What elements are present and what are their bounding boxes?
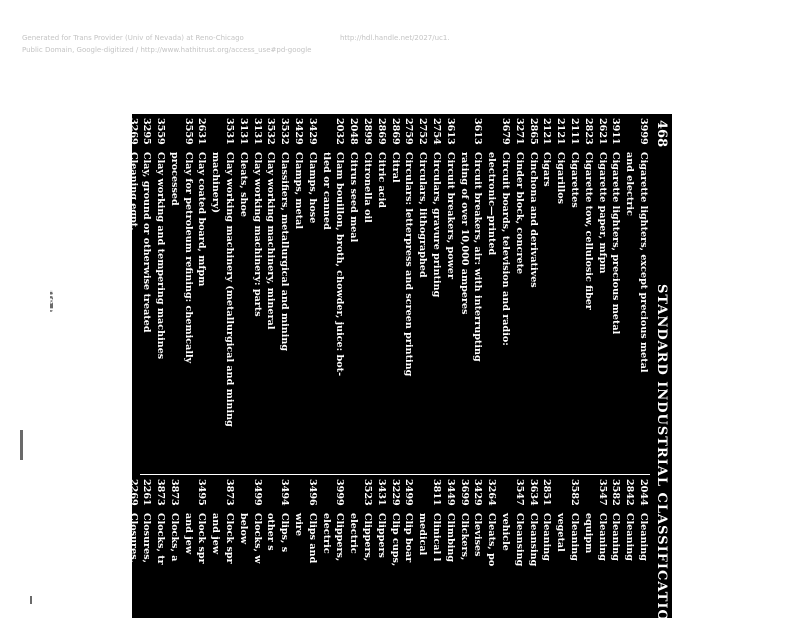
sic-code [209, 479, 223, 513]
sic-code: 2865 [527, 118, 539, 145]
index-entry [236, 479, 250, 629]
industry-name: Cleats, po [486, 513, 498, 567]
sic-code [84, 479, 98, 513]
industry-name: vehicle [500, 513, 512, 551]
sic-code: 2121 [555, 118, 567, 145]
index-entry [498, 479, 512, 629]
industry-name: Closures, [127, 513, 139, 563]
sic-code: 3559 [182, 118, 194, 145]
sic-code: 3499 [251, 479, 263, 506]
index-entry [636, 118, 650, 470]
sic-code: 2621 [596, 118, 608, 145]
industry-name: Clippers, [334, 513, 346, 562]
index-entry [498, 118, 512, 470]
industry-name: Cloth mo [99, 513, 111, 562]
sic-code: 2641 [113, 479, 125, 506]
index-entry [167, 118, 181, 470]
index-entry [277, 479, 291, 629]
sic-code: 2261 [141, 479, 153, 506]
industry-name: Closures, [141, 513, 153, 563]
sic-code [167, 118, 181, 152]
industry-name: Clips, s [279, 513, 291, 553]
industry-name: Citrus seed meal [348, 152, 360, 243]
industry-name: Clip cups, [389, 513, 401, 567]
index-entry [291, 118, 305, 470]
sic-code: 2899 [362, 118, 374, 145]
industry-name: Cleaning [541, 513, 553, 561]
industry-name: Clamps, hose [306, 152, 318, 224]
industry-name: Cleaning [569, 513, 581, 561]
index-entry [526, 479, 540, 629]
sic-code: 2499 [403, 479, 415, 506]
industry-name: Clevises [472, 513, 484, 557]
index-entry [195, 479, 209, 629]
index-entry [374, 118, 388, 470]
industry-name: and electric [624, 152, 636, 216]
index-entry [415, 118, 429, 470]
industry-name: Clay working and tempering machines [155, 152, 167, 360]
industry-name: Clay for petroleum refining: chemically [182, 152, 194, 364]
left-column [15, 118, 650, 470]
sic-code: 3429 [306, 118, 318, 145]
industry-name: Cigarette paper, mfpm [596, 152, 608, 274]
industry-name: Circulars, lithographed [417, 152, 429, 278]
sic-code [346, 479, 360, 513]
industry-name: Clay working machinery, mineral [265, 152, 277, 330]
header-generated-line: Generated for Trans Provider (Univ of Nevada) at Reno-Chicago [22, 34, 244, 42]
sic-code: 2631 [196, 118, 208, 145]
sic-code: 2121 [541, 118, 553, 145]
sic-code: 2842 [624, 479, 636, 506]
index-entry [140, 479, 154, 629]
index-entry [360, 479, 374, 629]
sic-code: 3131 [251, 118, 263, 145]
index-entry [402, 479, 416, 629]
industry-name: Cloth sp [72, 513, 84, 558]
sic-code: 2823 [582, 118, 594, 145]
industry-name: electric [348, 513, 360, 554]
sic-code [0, 479, 2, 513]
sic-code: 3495 [196, 479, 208, 506]
sic-code: 3431 [375, 479, 387, 506]
sic-code: 2869 [375, 118, 387, 145]
index-entry [333, 118, 347, 470]
index-entry [2, 479, 16, 629]
index-entry [609, 479, 623, 629]
industry-name: Clips and [306, 513, 318, 564]
industry-name: Cloth, sil [30, 513, 42, 562]
industry-name: Cleaning eqpt. [127, 152, 139, 231]
industry-name: Climbing [444, 513, 456, 563]
sic-code: 3264 [486, 479, 498, 506]
index-entry [195, 118, 209, 470]
index-entry [222, 118, 236, 470]
industry-name: Clippers [375, 513, 387, 558]
index-entry [112, 118, 126, 470]
index-entry [346, 479, 360, 629]
sic-code: 3613 [444, 118, 456, 145]
industry-name: Cleats, shoe [237, 152, 249, 217]
industry-name: Clocks, a [168, 513, 180, 562]
index-entry [471, 118, 485, 470]
index-entry [567, 118, 581, 470]
sic-code [291, 479, 305, 513]
sic-code [457, 118, 471, 152]
index-entry [43, 479, 57, 629]
sic-code: 3613 [472, 118, 484, 145]
industry-name: Cleaners, electric vacuum—household [58, 152, 70, 357]
sic-code: 3873 [168, 479, 180, 506]
index-entry [484, 479, 498, 629]
index-entry [429, 479, 443, 629]
index-entry [415, 479, 429, 629]
industry-name: Cloth line [113, 513, 125, 566]
sic-code [181, 479, 195, 513]
index-entry [526, 118, 540, 470]
index-entry [84, 479, 98, 629]
sic-code: 3911 [610, 118, 622, 145]
sic-code: 3714 [113, 118, 125, 145]
sic-code: 3531 [224, 118, 236, 145]
sic-code: 2754 [431, 118, 443, 145]
industry-name: Clock spr [224, 513, 236, 564]
industry-name: Cleaners, boiler tube [99, 152, 111, 265]
sic-code: 3861 [3, 479, 15, 506]
industry-name: Cleaners, pipe and cigarette holder [44, 152, 56, 343]
industry-name: Clam bouillon, broth, chowder, juice: bot- [334, 152, 346, 377]
index-entry [15, 118, 29, 470]
index-entry [98, 479, 112, 629]
industry-name: Cloth win [58, 513, 70, 565]
industry-name: Cinder block, concrete [513, 152, 525, 275]
industry-name: Cigarette lighters, precious metal [610, 152, 622, 335]
sic-code [415, 479, 429, 513]
index-entry [43, 118, 57, 470]
industry-name: Cleaning [610, 513, 622, 561]
index-entry [250, 118, 264, 470]
sic-code: 3494 [279, 479, 291, 506]
index-entry [429, 118, 443, 470]
industry-name: Clip boar [403, 513, 415, 563]
sic-code: 3269 [127, 118, 139, 145]
sic-code: 3589 [72, 118, 84, 145]
sic-code: 2869 [389, 118, 401, 145]
index-entry [277, 118, 291, 470]
index-entry [388, 479, 402, 629]
page-content [3, 114, 672, 635]
industry-name: Cleaners, tank, jewelry [86, 152, 98, 275]
sic-code [236, 479, 250, 513]
sic-code: 2044 [638, 479, 649, 506]
industry-name: Circuit breakers, power [444, 152, 456, 280]
index-entry [112, 479, 126, 629]
sic-code: 3532 [265, 118, 277, 145]
industry-name: Cleansing [513, 513, 525, 567]
index-entry [388, 118, 402, 470]
industry-name: Clocks, w [251, 513, 263, 564]
index-entry [126, 479, 140, 629]
index-entry [222, 479, 236, 629]
industry-name: Cloth, dr [3, 513, 15, 561]
industry-name: Circuit boards, television and radio: [500, 152, 512, 346]
industry-name: medical [417, 513, 429, 556]
sic-code [622, 118, 636, 152]
sic-code: 3634 [527, 479, 539, 506]
index-entry [209, 479, 223, 629]
industry-name: wire [293, 513, 305, 537]
industry-name: Cleaning [638, 513, 649, 561]
index-entry [609, 118, 623, 470]
index-entry [209, 118, 223, 470]
sic-code [15, 118, 29, 152]
industry-name: Clay working machinery: parts [251, 152, 263, 317]
sic-code: 3873 [155, 479, 167, 506]
sic-code: 3873 [224, 479, 236, 506]
industry-name: Citral [389, 152, 401, 183]
sic-code [319, 479, 333, 513]
index-entry [512, 479, 526, 629]
index-entry [512, 118, 526, 470]
sic-code [484, 118, 498, 152]
index-entry [167, 479, 181, 629]
sic-code [264, 479, 278, 513]
sic-code [553, 479, 567, 513]
index-entry [71, 118, 85, 470]
index-entry [402, 118, 416, 470]
index-entry [126, 118, 140, 470]
sic-code: 2269 [99, 479, 111, 506]
sic-code: 3532 [279, 118, 291, 145]
sic-code: 3295 [141, 118, 153, 145]
index-entry [636, 479, 650, 629]
sic-code: 2048 [348, 118, 360, 145]
industry-name: Clay, ground or otherwise treated [141, 152, 153, 333]
index-entry [140, 118, 154, 470]
index-entry [374, 479, 388, 629]
header-handle-link[interactable]: http://hdl.handle.net/2027/uc1. [340, 34, 450, 42]
sic-code: 2851 [541, 479, 553, 506]
index-entry [98, 118, 112, 470]
industry-name: Classifiers, metallurgical and mining [279, 152, 291, 352]
sic-code: 3131 [237, 118, 249, 145]
industry-name: Cloth, cir [17, 513, 29, 564]
index-entry [153, 479, 167, 629]
index-entry [305, 479, 319, 629]
sic-code: 2269 [127, 479, 139, 506]
index-entry [57, 479, 71, 629]
index-entry [264, 118, 278, 470]
sic-code: 2752 [417, 118, 429, 145]
industry-name: Cleaners, electric vacuum: industrial [72, 152, 84, 352]
sic-code: 2032 [334, 118, 346, 145]
industry-name: Cigarettes [569, 152, 581, 208]
right-column [0, 479, 650, 629]
sic-code: 3559 [155, 118, 167, 145]
index-entry [360, 118, 374, 470]
sic-code [581, 479, 595, 513]
sic-code: 2391 [30, 479, 42, 506]
industry-name: Cleansing [527, 513, 539, 567]
sic-code: 3569 [99, 118, 111, 145]
industry-name: Cigars [541, 152, 553, 187]
header-public-domain-line: Public Domain, Google-digitized / http://www.hathitrust.org/access_use#pd-google [22, 46, 312, 54]
industry-name: Clock spr [196, 513, 208, 564]
industry-name: processed [168, 152, 180, 206]
index-entry [291, 479, 305, 629]
index-entry [595, 118, 609, 470]
index-entry [153, 118, 167, 470]
sic-code: 2842 [86, 118, 98, 145]
industry-name: below [237, 513, 249, 545]
industry-name: Cleaning and descaling metal products, [30, 152, 42, 366]
index-entry [333, 479, 347, 629]
index-entry [181, 118, 195, 470]
industry-name: Cleaners, air: motor vehicle [113, 152, 125, 302]
index-entry [567, 479, 581, 629]
sic-code: 2262 [72, 479, 84, 506]
index-entry [540, 479, 554, 629]
sic-code: 3429 [293, 118, 305, 145]
sic-code: 3635 [58, 118, 70, 145]
industry-name: Clamps, metal [293, 152, 305, 229]
industry-name: and jew [210, 513, 222, 555]
industry-name: Circuit breakers, air: with interrupting [472, 152, 484, 362]
index-entry [443, 118, 457, 470]
index-entry [319, 118, 333, 470]
index-entry [346, 118, 360, 470]
industry-name: Citric acid [375, 152, 387, 209]
industry-name [0, 513, 2, 534]
sic-code [498, 479, 512, 513]
index-entry [595, 479, 609, 629]
sic-code: 2499 [58, 479, 70, 506]
industry-name: for the trade [17, 152, 29, 221]
industry-name: Clickers, [458, 513, 470, 561]
industry-name: Clippers, [362, 513, 374, 562]
industry-name: Cigarillos [555, 152, 567, 204]
sic-code: 3582 [610, 479, 622, 506]
sic-code [209, 118, 223, 152]
industry-name: Cleaning [596, 513, 608, 561]
index-entry [457, 479, 471, 629]
index-entry [71, 479, 85, 629]
industry-name: electric [320, 513, 332, 554]
index-entry [540, 118, 554, 470]
sic-code: 3496 [306, 479, 318, 506]
sic-code: 3523 [362, 479, 374, 506]
sic-code: 2257 [17, 479, 29, 506]
index-entry [553, 118, 567, 470]
sic-code: 3999 [334, 479, 346, 506]
industry-name: equipm [582, 513, 594, 554]
column-divider [140, 474, 650, 475]
sic-code: 3547 [513, 479, 525, 506]
sic-code: 3429 [472, 479, 484, 506]
index-entry [15, 479, 29, 629]
index-entry [84, 118, 98, 470]
sic-code: 3999 [638, 118, 649, 145]
index-entry [622, 479, 636, 629]
sic-code: 3582 [569, 479, 581, 506]
industry-name: tled or canned [320, 152, 332, 230]
index-entry [29, 118, 43, 470]
industry-name: Cigarette lighters, except precious metal [638, 152, 649, 373]
scanned-page [3, 114, 672, 635]
index-entry [305, 118, 319, 470]
index-entry [622, 118, 636, 470]
sic-code [319, 118, 333, 152]
index-entry [250, 479, 264, 629]
industry-name: rating of over 10,000 amperes [458, 152, 470, 315]
index-entry [471, 479, 485, 629]
industry-name: electronic—printed [486, 152, 498, 256]
industry-name: and jew [182, 513, 194, 555]
page-header [652, 114, 670, 635]
industry-name: Clay coated board, mfpm [196, 152, 208, 287]
sic-code: 3471 [30, 118, 42, 145]
index-entry [57, 118, 71, 470]
industry-name: other s [265, 513, 277, 551]
index-entry [553, 479, 567, 629]
industry-name: Clinical l [431, 513, 443, 562]
index-entry [236, 118, 250, 470]
index-entry [443, 479, 457, 629]
sic-code: 3449 [444, 479, 456, 506]
industry-name: machinery) [210, 152, 222, 214]
industry-name: Cloth, sil [44, 513, 56, 562]
index-entry [264, 479, 278, 629]
industry-name: vegetal [555, 513, 567, 552]
industry-name: Clocks, tr [155, 513, 167, 565]
industry-name: Clay working machinery (metallurgical and mining [224, 152, 236, 427]
sic-code: 3229 [389, 479, 401, 506]
sic-code: 3547 [596, 479, 608, 506]
sic-code: 3271 [513, 118, 525, 145]
sic-code: 3569 [44, 118, 56, 145]
index-entry [581, 479, 595, 629]
index-entry [581, 118, 595, 470]
sic-code: 2111 [569, 118, 581, 145]
page-number: 468 [654, 120, 669, 148]
sic-code: 3699 [458, 479, 470, 506]
index-entry [319, 479, 333, 629]
index-entry [457, 118, 471, 470]
industry-name: Circulars, gravure printing [431, 152, 443, 298]
industry-name: Citronella oil [362, 152, 374, 223]
index-entry [181, 479, 195, 629]
page-title: STANDARD INDUSTRIAL CLASSIFICATION [654, 284, 669, 635]
index-entry [484, 118, 498, 470]
industry-name: Cigarette tow, cellulosic fiber [582, 152, 594, 310]
industry-name: trade [86, 513, 98, 542]
industry-name: Cleaning [624, 513, 636, 561]
index-entry [29, 479, 43, 629]
industry-name: Cinchona and derivatives [527, 152, 539, 288]
sic-code: 3679 [500, 118, 512, 145]
sic-code: 2759 [403, 118, 415, 145]
sic-code: 2391 [44, 479, 56, 506]
sic-code: 3811 [431, 479, 443, 506]
industry-name: Circulars: letterpress and screen printing [403, 152, 415, 377]
